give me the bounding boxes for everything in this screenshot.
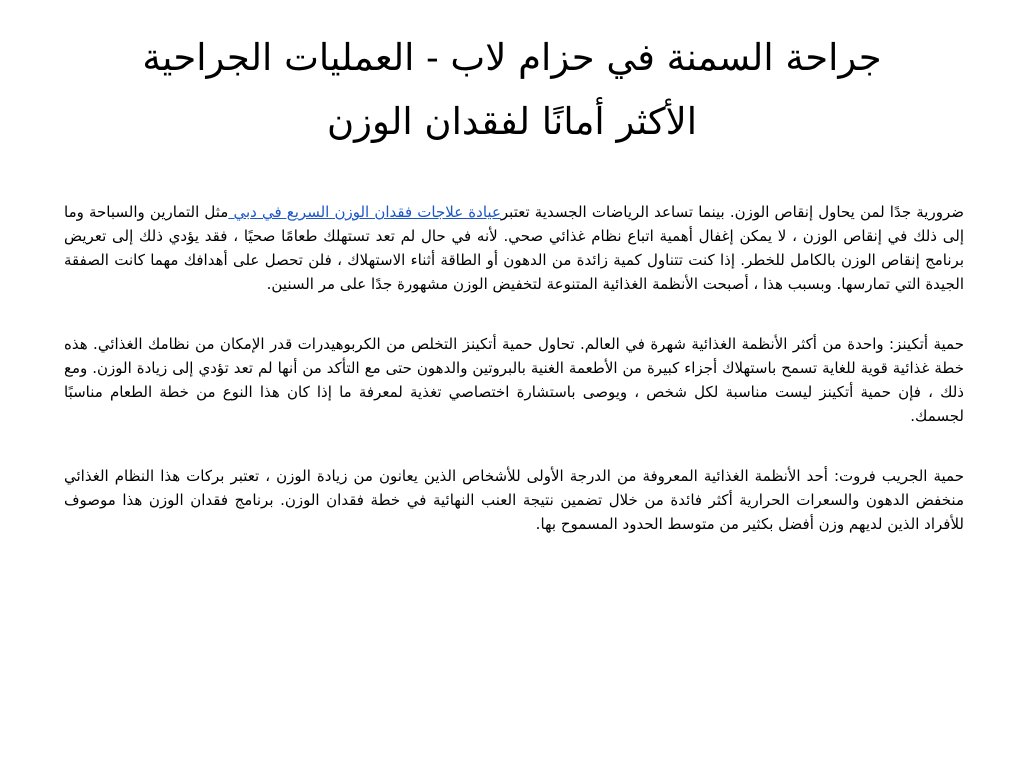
paragraph-intro <box>64 200 964 296</box>
slide-body <box>64 200 964 572</box>
slide-title-line-1: جراحة السمنة في حزام لاب - العمليات الجراحية <box>142 36 882 79</box>
paragraph-grapefruit-diet: حمية الجريب فروت: أحد الأنظمة الغذائية المعروفة من الدرجة الأولى للأشخاص الذين يعانون من زيادة الوزن ، تعتبر بركات هذا النظام الغذائي منخفض الدهون والسعرات الحرارية أكثر فائدة من خلال تضمين نتيجة العنب النهائية في خطة فقدان الوزن. برنامج فقدان الوزن هذا موصوف للأفراد الذين لديهم وزن أفضل بكثير من متوسط الحدود المسموح بها. <box>64 467 964 533</box>
paragraph-intro-text-before: ضرورية جدًا لمن يحاول إنقاص الوزن. بينما تساعد الرياضات الجسدية تعتبر <box>500 203 964 221</box>
slide-title <box>60 26 964 154</box>
slide-title-line-2: الأكثر أمانًا لفقدان الوزن <box>326 100 698 143</box>
weight-loss-clinic-link[interactable]: عيادة علاجات فقدان الوزن السريع في دبي <box>228 203 501 221</box>
paragraph-atkins-diet: حمية أتكينز: واحدة من أكثر الأنظمة الغذائية شهرة في العالم. تحاول حمية أتكينز التخلص من الكربوهيدرات قدر الإمكان من نظامك الغذائي. هذه خطة غذائية قوية للغاية تسمح باستهلاك أجزاء كبيرة من الأطعمة الغنية بالبروتين والدهون حتى مع التأكد من أنها لم تعد تؤدي إلى زيادة الوزن. ومع ذلك ، فإن حمية أتكينز ليست مناسبة لكل شخص ، ويوصى باستشارة اختصاصي تغذية لمعرفة ما إذا كان هذا النوع من خطة الطعام مناسبًا لجسمك. <box>64 335 964 425</box>
paragraph-intro-text-after: مثل التمارين والسباحة وما إلى ذلك في إنقاص الوزن ، لا يمكن إغفال أهمية اتباع نظام غذائي صحي. لأنه في حال لم تعد تستهلك طعامًا صحيًا ، فقد يؤدي ذلك إلى تعريض برنامج إنقاص الوزن بالكامل للخطر. إذا كنت تتناول كمية زائدة من الدهون أو الطاقة أثناء الاستهلاك ، فلن تحصل على أهدافك مهما كانت الصفقة الجيدة التي تمارسها. وبسبب هذا ، أصبحت الأنظمة الغذائية المتنوعة لتخفيض الوزن مشهورة جدًا على مر السنين. <box>64 203 964 293</box>
